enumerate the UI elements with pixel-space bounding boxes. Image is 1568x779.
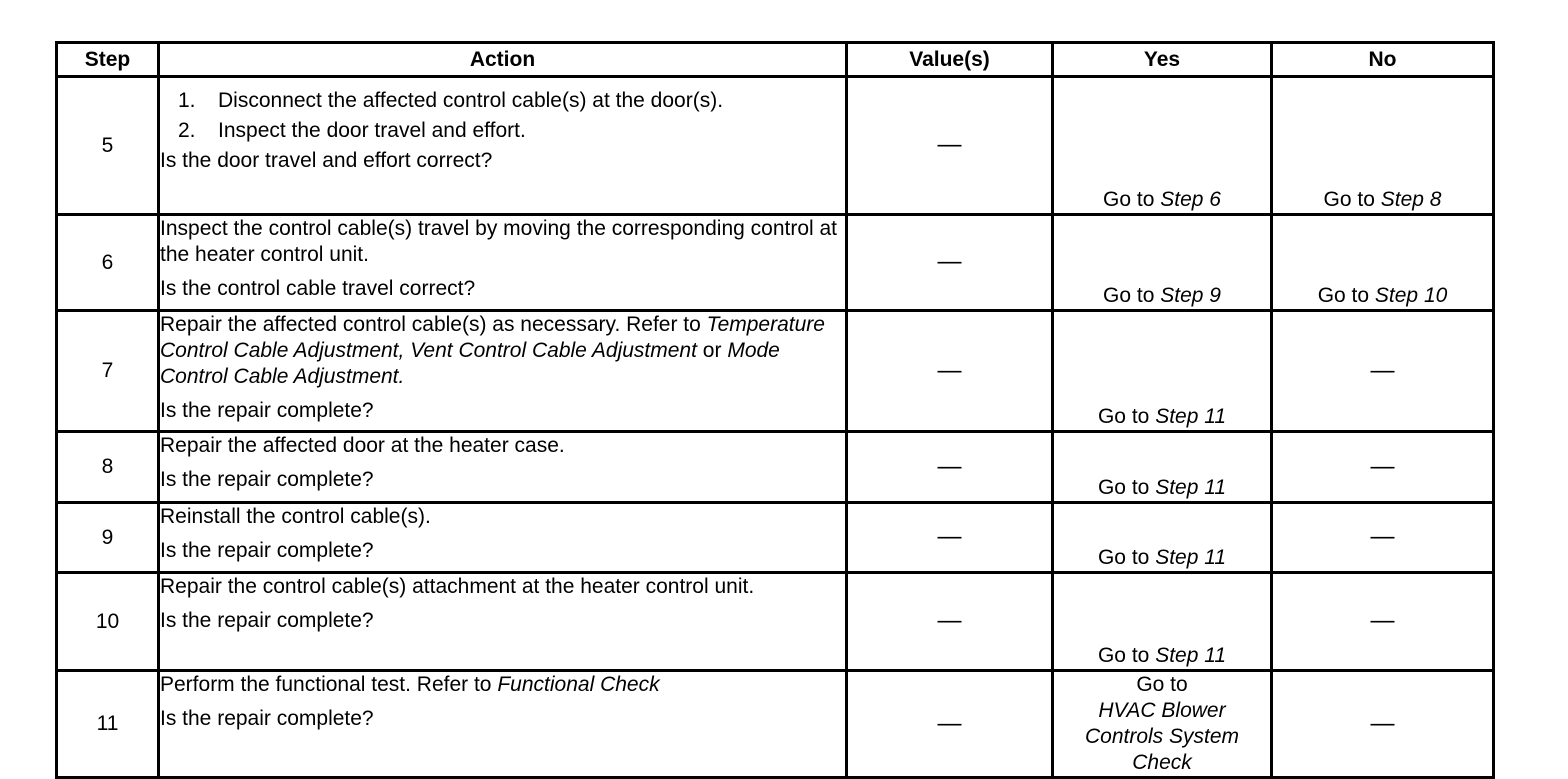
list-number: 2. — [178, 119, 196, 142]
action-conjunction: or — [702, 339, 722, 362]
table-row — [57, 671, 1494, 778]
step-number: 9 — [57, 503, 159, 573]
value-cell — [847, 215, 1053, 311]
action-ref: Functional Check — [497, 673, 660, 696]
action-text: Repair the affected control cable(s) as necessary. Refer to — [160, 313, 701, 336]
action-cell — [159, 432, 847, 503]
yes-step-ref: Step 6 — [1160, 188, 1221, 211]
value-dash: — — [937, 709, 962, 737]
header-row — [57, 43, 1494, 77]
no-cell — [1272, 503, 1494, 573]
action-question: Is the repair complete? — [160, 539, 374, 562]
header-yes: Yes — [1053, 43, 1272, 77]
table-row — [57, 503, 1494, 573]
step-number: 7 — [57, 311, 159, 432]
action-cell — [159, 573, 847, 671]
value-dash: — — [937, 452, 962, 480]
step-number: 11 — [57, 671, 159, 778]
diagnostic-table — [55, 41, 1495, 779]
action-text: Repair the control cable(s) attachment at the heater control unit. — [160, 575, 755, 598]
yes-step-ref: Step 11 — [1155, 546, 1227, 569]
action-question: Is the repair complete? — [160, 468, 374, 491]
no-prefix: Go to — [1323, 188, 1375, 211]
table-row — [57, 215, 1494, 311]
no-dash: — — [1370, 709, 1395, 737]
list-item — [160, 88, 845, 114]
action-text: Inspect the control cable(s) travel by moving the corresponding control at the heater control unit. — [160, 217, 838, 266]
header-no: No — [1272, 43, 1494, 77]
value-dash: — — [937, 131, 962, 158]
no-cell — [1272, 573, 1494, 671]
value-cell — [847, 311, 1053, 432]
action-cell — [159, 671, 847, 778]
list-text: Inspect the door travel and effort. — [218, 119, 526, 142]
step-number: 10 — [57, 573, 159, 671]
header-action: Action — [159, 43, 847, 77]
action-ref: Mode Control Cable Adjustment. — [160, 339, 780, 388]
header-step: Step — [57, 43, 159, 77]
yes-cell — [1053, 77, 1272, 215]
yes-prefix: Go to — [1103, 188, 1155, 211]
yes-step-ref: Step 11 — [1155, 405, 1227, 428]
action-question: Is the control cable travel correct? — [160, 277, 476, 300]
action-question: Is the door travel and effort correct? — [160, 149, 493, 172]
no-cell — [1272, 671, 1494, 778]
value-cell — [847, 573, 1053, 671]
action-question: Is the repair complete? — [160, 399, 374, 422]
action-text: Reinstall the control cable(s). — [160, 505, 431, 528]
action-text: Perform the functional test. Refer to — [160, 673, 492, 696]
action-cell — [159, 503, 847, 573]
no-dash: — — [1370, 452, 1395, 480]
yes-cell — [1053, 311, 1272, 432]
table-row — [57, 432, 1494, 503]
step-number: 8 — [57, 432, 159, 503]
action-text-block — [160, 312, 845, 390]
yes-prefix: Go to — [1103, 284, 1155, 307]
table-row — [57, 311, 1494, 432]
yes-cell — [1053, 503, 1272, 573]
yes-step-ref: Step 11 — [1155, 476, 1227, 499]
value-dash: — — [937, 523, 962, 550]
yes-prefix: Go to — [1097, 476, 1150, 499]
yes-cell — [1053, 215, 1272, 311]
no-dash: — — [1370, 607, 1395, 634]
value-dash: — — [937, 248, 962, 275]
no-cell — [1272, 215, 1494, 311]
action-cell — [159, 311, 847, 432]
action-cell — [159, 215, 847, 311]
no-cell — [1272, 77, 1494, 215]
action-list — [160, 88, 845, 144]
table-row — [57, 77, 1494, 215]
yes-prefix: Go to — [1136, 673, 1188, 696]
header-values: Value(s) — [847, 43, 1053, 77]
table-row — [57, 573, 1494, 671]
no-cell — [1272, 311, 1494, 432]
action-ref: Vent Control Cable Adjustment — [410, 339, 697, 362]
value-cell — [847, 77, 1053, 215]
no-dash: — — [1370, 523, 1395, 550]
yes-step-ref: Step 11 — [1155, 644, 1227, 667]
yes-system-check-ref: HVAC Blower Controls System Check — [1084, 699, 1240, 774]
value-cell — [847, 671, 1053, 778]
no-cell — [1272, 432, 1494, 503]
value-dash: — — [937, 356, 962, 384]
value-cell — [847, 503, 1053, 573]
yes-cell — [1053, 573, 1272, 671]
action-text: Repair the affected door at the heater case. — [160, 434, 565, 457]
list-text: Disconnect the affected control cable(s) at the door(s). — [218, 89, 724, 112]
yes-cell — [1053, 671, 1272, 778]
yes-prefix: Go to — [1097, 644, 1150, 667]
value-cell — [847, 432, 1053, 503]
no-prefix: Go to — [1317, 284, 1370, 307]
step-number: 5 — [57, 77, 159, 215]
action-question: Is the repair complete? — [160, 609, 374, 632]
action-cell — [159, 77, 847, 215]
no-step-ref: Step 10 — [1374, 284, 1448, 307]
yes-step-ref: Step 9 — [1160, 284, 1221, 307]
value-dash: — — [937, 607, 962, 634]
action-question: Is the repair complete? — [160, 707, 374, 730]
no-dash: — — [1370, 356, 1395, 384]
yes-prefix: Go to — [1097, 546, 1150, 569]
step-number: 6 — [57, 215, 159, 311]
yes-cell — [1053, 432, 1272, 503]
yes-prefix: Go to — [1097, 405, 1150, 428]
action-ref: Temperature Control Cable Adjustment, — [160, 313, 825, 362]
list-number: 1. — [178, 89, 196, 112]
action-text-block — [160, 672, 845, 698]
no-step-ref: Step 8 — [1380, 188, 1442, 211]
list-item — [160, 118, 845, 144]
